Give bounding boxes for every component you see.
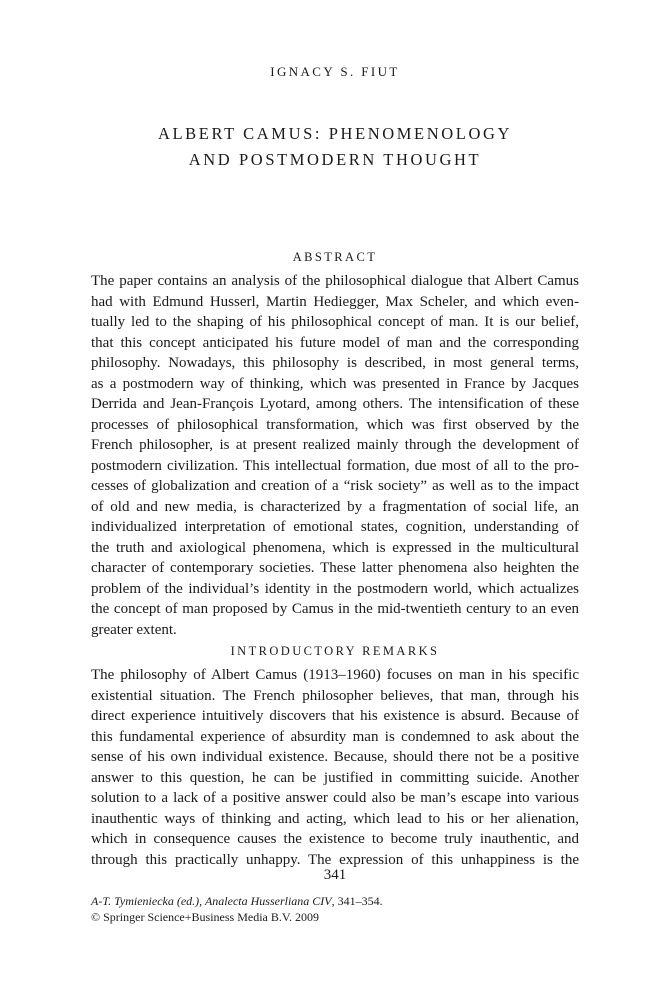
text-line: The paper contains an analysis of the philosophical dialogue that Albert Camus [91,273,579,289]
text-line: direct experience intuitively discovers that his existence is absurd. Because of [91,708,579,724]
text-line: as a postmodern way of thinking, which was presented in France by Jacques [91,375,579,392]
source-footer [91,893,383,925]
citation-source: A-T. Tymieniecka (ed.), Analecta Husserliana CIV [91,894,332,908]
text-line: cesses of globalization and creation of a “risk society” as well as to the impact [91,478,579,494]
page-number: 341 [323,867,347,883]
text-line: individualized interpretation of emotional states, cognition, understanding of [91,519,579,535]
text-line: philosophy. Nowadays, this philosophy is described, in most general terms, [91,355,579,371]
text-line: sense of his own individual existence. Because, should there not be a positive [91,749,579,765]
text-line: answer to this question, he can be justified in committing suicide. Another [91,769,579,786]
text-line: problem of the individual’s identity in the postmodern world, which actualizes [91,580,579,597]
text-line: greater extent. [91,621,177,638]
text-line: had with Edmund Husserl, Martin Hediegger, Max Scheler, and which even- [91,293,579,310]
text-line: that this concept anticipated his future model of man and the corresponding [91,334,579,351]
text-line: of old and new media, is characterized by a fragmentation of social life, an [91,498,579,515]
text-line: existential situation. The French philosopher believes, that man, through his [91,687,579,704]
introductory-remarks-paragraph [91,665,579,870]
abstract-paragraph [91,271,579,640]
text-line: postmodern civilization. This intellectual formation, due most of all to the pro- [91,457,579,474]
introductory-remarks-heading: INTRODUCTORY REMARKS [230,644,440,658]
text-line: character of contemporary societies. These latter phenomena also heighten the [91,560,579,576]
abstract-heading: ABSTRACT [292,250,378,264]
chapter-title [0,121,670,173]
text-line: the concept of man proposed by Camus in the mid-twentieth century to an even [91,601,579,617]
text-line: the truth and axiological phenomena, which is expressed in the multicultural [91,539,579,556]
text-line: French philosopher, is at present realized mainly through the development of [91,437,579,453]
text-line: this fundamental experience of absurdity man is condemned to ask about the [91,728,579,745]
text-line: inauthentic ways of thinking and acting, which lead to his or her alienation, [91,810,579,827]
text-line: solution to a lack of a positive answer could also be man’s escape into various [91,790,579,806]
text-line: tually led to the shaping of his philosophical concept of man. It is our belief, [91,314,579,330]
text-line: The philosophy of Albert Camus (1913–1960) focuses on man in his specific [91,667,579,683]
author-name: IGNACY S. FIUT [270,64,400,79]
citation-line [91,893,383,909]
text-line: through this practically unhappy. The expression of this unhappiness is the [91,851,579,868]
text-line: Derrida and Jean-François Lyotard, among others. The intensification of these [91,396,579,412]
text-line: which in consequence causes the existence to become truly inauthentic, and [91,831,579,847]
chapter-title-line-1: ALBERT CAMUS: PHENOMENOLOGY [157,124,512,143]
citation-pages: , 341–354. [331,894,383,908]
chapter-title-line-2: AND POSTMODERN THOUGHT [188,150,482,169]
copyright-line: © Springer Science+Business Media B.V. 2009 [91,910,319,924]
text-line: processes of philosophical transformation, which was first observed by the [91,416,579,433]
